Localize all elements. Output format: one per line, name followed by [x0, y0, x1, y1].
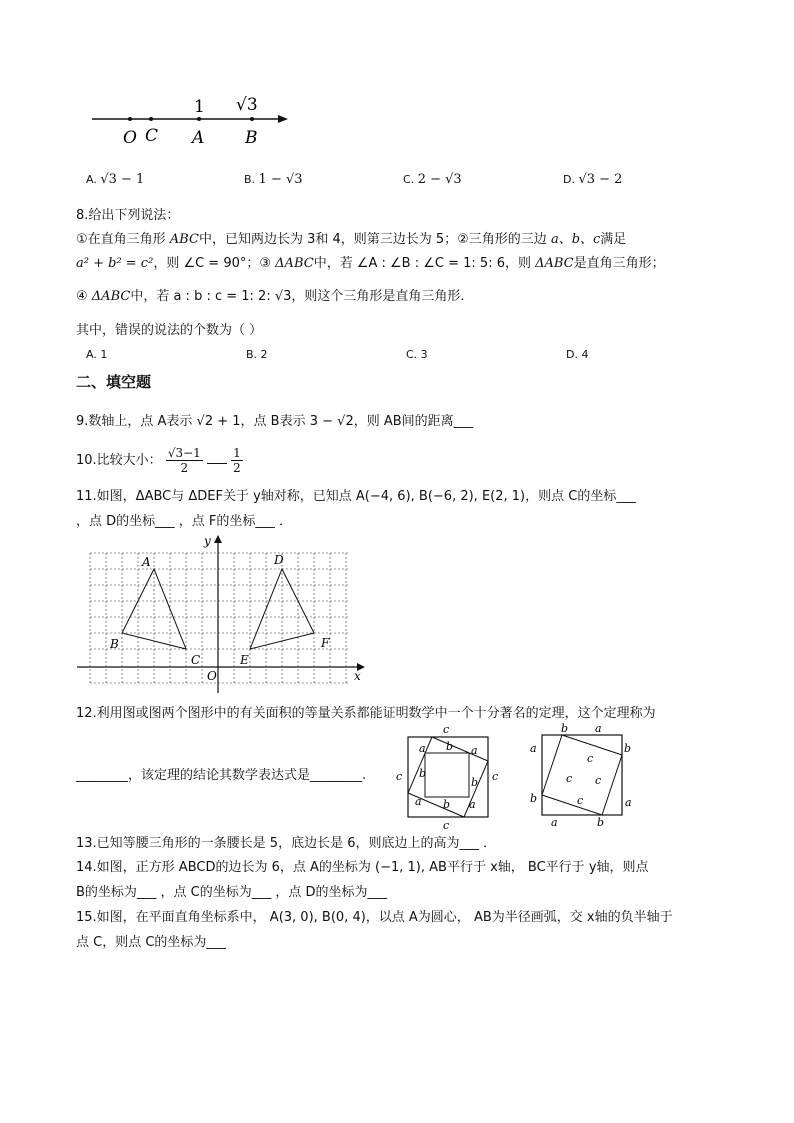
label-E: E [240, 653, 249, 667]
svg-text:b: b [419, 767, 427, 780]
label-C: C [191, 653, 201, 667]
arrow-right-icon [278, 115, 288, 123]
q7-choice-b[interactable]: B. 1 − √3 [244, 172, 303, 187]
q8-choice-a[interactable]: A. 1 [86, 348, 108, 361]
q11-coordinate-grid-figure [75, 533, 370, 698]
q10-fraction-left: $\frac{√3-1}{2}$ [167, 446, 201, 475]
svg-text:a: a [595, 722, 602, 735]
q14-line1: 14.如图，正方形 ABCD的边长为 6，点 A的坐标为 (−1, 1), AB平行于 x轴， BC平行于 y轴，则点 [76, 860, 649, 875]
point-A: A [192, 128, 205, 148]
label-x: x [354, 669, 361, 683]
svg-text:c: c [492, 770, 499, 783]
svg-text:c: c [595, 774, 602, 787]
q7-choice-a[interactable]: A. √3 − 1 [86, 172, 145, 187]
svg-text:c: c [443, 724, 450, 736]
q12-line2: ________，该定理的结论其数学表达式是________. [76, 768, 367, 783]
y-axis-arrow-icon [214, 535, 222, 543]
q8-choice-d[interactable]: D. 4 [566, 348, 589, 361]
q7-choice-d[interactable]: D. √3 − 2 [563, 172, 623, 187]
svg-text:b: b [561, 722, 569, 735]
q9-text: 9.数轴上，点 A表示 √2 + 1，点 B表示 3 − √2，则 AB间的距离___ [76, 414, 474, 429]
label-y: y [204, 534, 211, 548]
svg-text:a: a [530, 742, 537, 755]
q13-text: 13.已知等腰三角形的一条腰长是 5，底边长是 6，则底边上的高为___ ． [76, 836, 497, 851]
q8-choice-b[interactable]: B. 2 [246, 348, 268, 361]
svg-text:c: c [566, 772, 573, 785]
svg-text:b: b [443, 798, 451, 811]
svg-text:a: a [419, 742, 426, 755]
svg-text:b: b [530, 792, 538, 805]
number-line-figure [88, 88, 298, 148]
q15-line2: 点 C，则点 C的坐标为___ [76, 935, 226, 950]
q8-title: 8.给出下列说法： [76, 208, 180, 223]
svg-text:c: c [396, 770, 403, 783]
point-B: B [245, 128, 258, 148]
svg-text:c: c [587, 752, 594, 765]
svg-text:b: b [446, 740, 454, 753]
q8-statement-line2: a² + b² = c²，则 ∠C = 90°；③ ΔABC中，若 ∠A : ∠B : ∠C = 1: 5: 6，则 ΔABC是直角三角形； [76, 256, 665, 271]
q15-line1: 15.如图，在平面直角坐标系中， A(3, 0), B(0, 4)，以点 A为圆心， AB为半径画弧，交 x轴的负半轴于 [76, 910, 673, 925]
svg-text:a: a [625, 796, 632, 809]
q8-statement-line3: ④ ΔABC中，若 a : b : c = 1: 2: √3，则这个三角形是直角三角形． [76, 289, 474, 304]
q10-answer-blank[interactable] [207, 451, 227, 464]
point-O: O [123, 128, 137, 148]
q12-line1: 12.利用图或图两个图形中的有关面积的等量关系都能证明数学中一个十分著名的定理，这个定理称为 [76, 706, 656, 721]
svg-text:b: b [624, 742, 632, 755]
q12-figure-right [525, 722, 640, 830]
section-heading-fill-in: 二、填空题 [76, 373, 152, 391]
svg-text:a: a [471, 744, 478, 757]
label-one: 1 [194, 97, 205, 117]
svg-text:a: a [551, 816, 558, 829]
q8-choice-c[interactable]: C. 3 [406, 348, 428, 361]
point-C: C [145, 126, 159, 146]
svg-text:b: b [471, 776, 479, 789]
svg-text:a: a [415, 795, 422, 808]
label-A: A [142, 555, 151, 569]
svg-text:a: a [469, 798, 476, 811]
svg-text:b: b [597, 816, 605, 829]
q7-choice-c[interactable]: C. 2 − √3 [403, 172, 462, 187]
q14-line2: B的坐标为___ ，点 C的坐标为___ ，点 D的坐标为___ [76, 885, 388, 900]
q10-fraction-right: $\frac{1}{2}$ [233, 446, 241, 475]
label-B: B [110, 637, 119, 651]
label-F: F [321, 636, 330, 650]
q8-question: 其中，错误的说法的个数为（ ） [76, 323, 263, 338]
q8-statement-line1: ①在直角三角形 ABC中，已知两边长为 3和 4，则第三边长为 5；②三角形的三边 a、b、c满足 [76, 232, 627, 247]
label-sqrt3: √3 [236, 95, 258, 115]
q10-text: 10.比较大小： $\frac{√3-1}{2}$ $\frac{1}{2}$ [76, 446, 241, 475]
label-D: D [274, 553, 284, 567]
q11-line1: 11.如图，ΔABC与 ΔDEF关于 y轴对称，已知点 A(−4, 6), B(−6, 2), E(2, 1)，则点 C的坐标___ [76, 489, 636, 504]
q12-figure-left [393, 724, 505, 832]
svg-text:c: c [577, 794, 584, 807]
svg-text:c: c [443, 819, 450, 832]
q11-line2: ，点 D的坐标___ ，点 F的坐标___ ． [76, 514, 293, 529]
label-O: O [207, 669, 217, 683]
